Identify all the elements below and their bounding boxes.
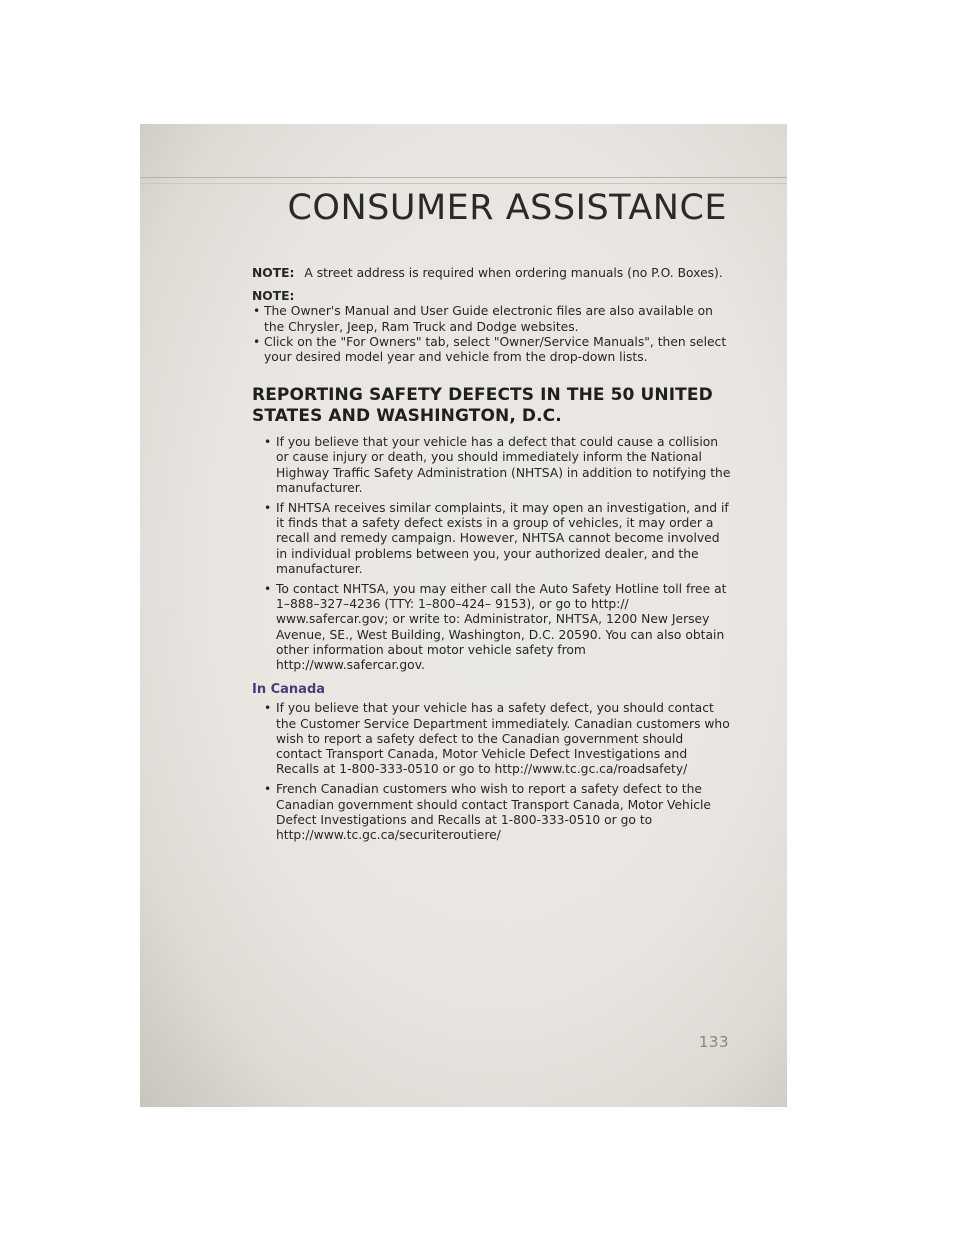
list-item: • French Canadian customers who wish to report a safety defect to the Canadian government should contact Transport Canada, Motor Vehicle Defect Investigations and Recalls at 1-800-333-0510 or go to http://www.tc.gc.ca/securiteroutiere/ [276,782,732,843]
list-item: • Click on the "For Owners" tab, select "Owner/Service Manuals", then select your desired model year and vehicle from the drop-down lists. [252,335,732,365]
list-item: • If you believe that your vehicle has a safety defect, you should contact the Customer Service Department immediately. Canadian customers who wish to report a safety defect to the Canadian government should contact Transport Canada, Motor Vehicle Defect Investigations and Recalls at 1-800-333-0510 or go to http://www.tc.gc.ca/roadsafety/ [276,701,732,777]
section-title: CONSUMER ASSISTANCE [287,188,727,228]
us-section-list [252,435,732,673]
manual-page [140,124,787,1107]
list-item: • If you believe that your vehicle has a defect that could cause a collision or cause injury or death, you should immediately inform the National Highway Traffic Safety Administration (NHTSA) in addition to notifying the manufacturer. [276,435,732,496]
list-item: • If NHTSA receives similar complaints, it may open an investigation, and if it finds that a safety defect exists in a group of vehicles, it may order a recall and remedy campaign. However, NHTSA cannot become involved in individual problems between you, your authorized dealer, and the manufacturer. [276,501,732,577]
page-number: 133 [698,1033,729,1051]
list-item: • The Owner's Manual and User Guide electronic files are also available on the Chrysler, Jeep, Ram Truck and Dodge websites. [252,304,732,334]
page-content [252,266,732,848]
header-rule-top [140,177,787,178]
canada-section-list [252,701,732,843]
note-electronic-files [252,289,732,365]
list-item: • To contact NHTSA, you may either call the Auto Safety Hotline toll free at 1–888–327–4236 (TTY: 1–800–424– 9153), or go to http:// www.safercar.gov; or write to: Administrator, NHTSA, 1200 New Jersey Avenue, SE., West Building, Washington, D.C. 20590. You can also obtain other information about motor vehicle safety from http://www.safercar.gov. [276,582,732,673]
note-label: NOTE: [252,289,295,304]
note-address [252,266,732,281]
canada-section-heading: In Canada [252,682,326,698]
note-label: NOTE: [252,266,295,280]
header-rule-bottom [140,183,787,184]
note-text: A street address is required when ordering manuals (no P.O. Boxes). [304,266,723,280]
us-section-heading: REPORTING SAFETY DEFECTS IN THE 50 UNITED STATES AND WASHINGTON, D.C. [252,385,713,427]
note-list [252,304,732,365]
